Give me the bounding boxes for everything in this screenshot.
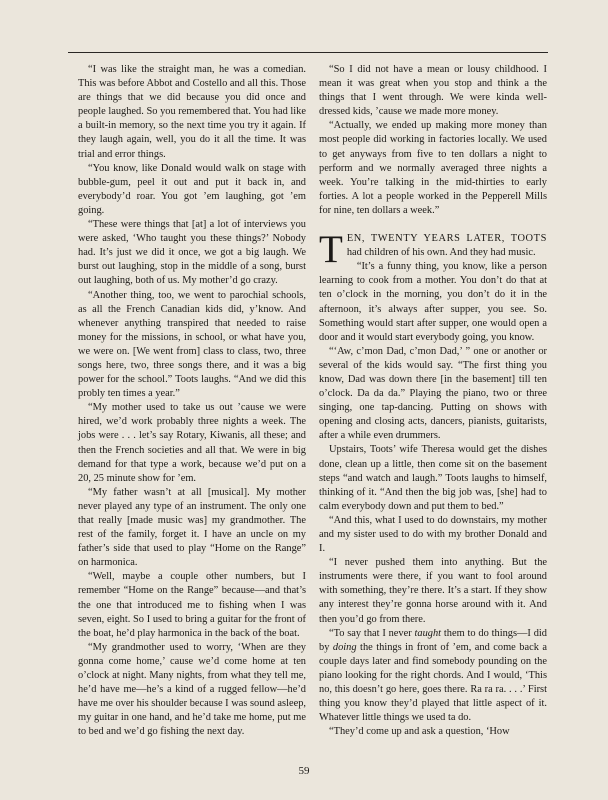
emphasis-taught: taught [414, 627, 442, 639]
lead-rest: had children of his own. And they had music. [346, 247, 536, 259]
paragraph: “And this, what I used to do downstairs, my mother and my sister used to do with my brother Donald and I. [319, 514, 547, 555]
paragraph: “I was like the straight man, he was a comedian. This was before Abbot and Costello and all this. Those are things that we did because you did once and people laughed. So you remembered that. You had like a built-in memory, so the next time you try it again. If they laugh again, well, you do it all the time. It was trial and error things. [78, 64, 306, 160]
paragraph: “My grandmother used to worry, ‘When are they gonna come home,’ cause we’d come home at ten o’clock at night. Many nights, from what they tell me, he’d have me—he’s a kind of a rugged fellow—he’d have me over his shoulder because I was sound asleep, my guitar in one hand, and he’d take me home, put me to bed and we’d go fishing the next day. [78, 641, 306, 738]
paragraph: “‘Aw, c’mon Dad, c’mon Dad,’ ” one or another or several of the kids would say. “The first thing you know, Dad was down there [in the basement] till ten o’clock. Da da da.” Playing the piano, two or three singing, one tap-dancing. Putting on shows with opening and closing acts, dancers, pianists, guitarists, after a while even drummers. [319, 345, 547, 442]
page-number: 59 [298, 765, 310, 777]
paragraph: “My father wasn’t at all [musical]. My mother never played any type of an instrument. The only one that really [made music was] my grandmother. The rest of the family, forget it. I have an uncle on my father’s side that used to play “Home on the Range” on harmonica. [78, 486, 306, 569]
paragraph: “These were things that [at] a lot of interviews you were asked, ‘Who taught you these things?’ Nobody had. It’s just we did it once, we got a big laugh. We burst out laughing, stop in the middle of a song, burst out laughing, both of us. My mother’d go crazy. [78, 219, 306, 287]
left-column [78, 63, 306, 740]
lead-small-caps: EN, TWENTY YEARS LATER, TOOTS [346, 233, 547, 245]
paragraph: “My mother used to take us out ’cause we were hired, we’d work probably three nights a week. The jobs were . . . let’s say Rotary, Kiwanis, all these; and then the French societies and all that. We were in big demand for that type a work, because we’d put on a 20, 25 minute show for ’em. [78, 402, 306, 484]
paragraph: “Actually, we ended up making more money than most people did working in factories locally. We used to get anyways from five to ten dollars a night to perform and we normally averaged three nights a week. You’re talking in the mid-thirties to early forties. A lot a people worked in the Pepperell Mills for nine, ten dollars a week.” [319, 120, 547, 216]
top-rule [68, 52, 548, 53]
paragraph: Upstairs, Toots’ wife Theresa would get the dishes done, clean up a little, then come sit on the basement steps “and watch and laugh.” Toots laughs to himself, thinking of it. “And then the big job was, [she] had to calm everybody down and put them to bed.” [319, 444, 547, 512]
section-lead-paragraph [319, 228, 547, 272]
paragraph: “You know, like Donald would walk on stage with bubble-gum, peel it out and put it back in, and everybody’d roar. You got ’em laughing, got ’em going. [78, 162, 306, 216]
section-opening [319, 228, 547, 272]
paragraph: “Another thing, too, we went to parochial schools, as all the French Canadian kids did, y’know. And whenever anything transpired that needed to raise money for the missions, in school, or what have you, we were on. [We went from] class to class, two, three songs here, two, three songs there, and it was a big power for the school.” Toots laughs. “And we did this probly ten times a year.” [78, 289, 306, 400]
paragraph-taught: “To say that I never taught them to do things—I did by doing the things in front of ’em, and come back a couple days later and find somebody pounding on the piano looking for the right chords. And I would, ‘This no, this doesn’t go here, goes there. Ra ra ra. . . .’ First thing you know they’d played that little aspect of it. Whatever little things we used ta do. [319, 627, 547, 724]
paragraph: “So I did not have a mean or lousy childhood. I mean it was great when you stop and think a the things that I went through. We were kinda well-dressed kids, ’cause we made more money. [319, 64, 547, 118]
paragraph: “It’s a funny thing, you know, like a person learning to cook from a mother. You don’t do that at ten o’clock in the morning, you don’t do it in the afternoon, it’s always after supper, you see. So. Something would start after supper, one would open a door and it would start everybody going, you know. [319, 261, 547, 343]
emphasis-doing: doing [332, 641, 357, 653]
paragraph: “I never pushed them into anything. But the instruments were there, if you want to fool around with something, they’re there. It’s a start. If they show any interest they’re gonna horse around with it. And then you’d go from there. [319, 557, 547, 625]
paragraph: “Well, maybe a couple other numbers, but I remember “Home on the Range” because—and that’s the one that introduced me to fishing when I was seven, eight. So I used to bring a guitar for the front of the boat, he’d play harmonica in the back of the boat. [78, 571, 306, 639]
right-column [319, 63, 547, 739]
paragraph: “They’d come up and ask a question, ‘How [329, 726, 510, 738]
drop-cap: T [319, 228, 343, 272]
